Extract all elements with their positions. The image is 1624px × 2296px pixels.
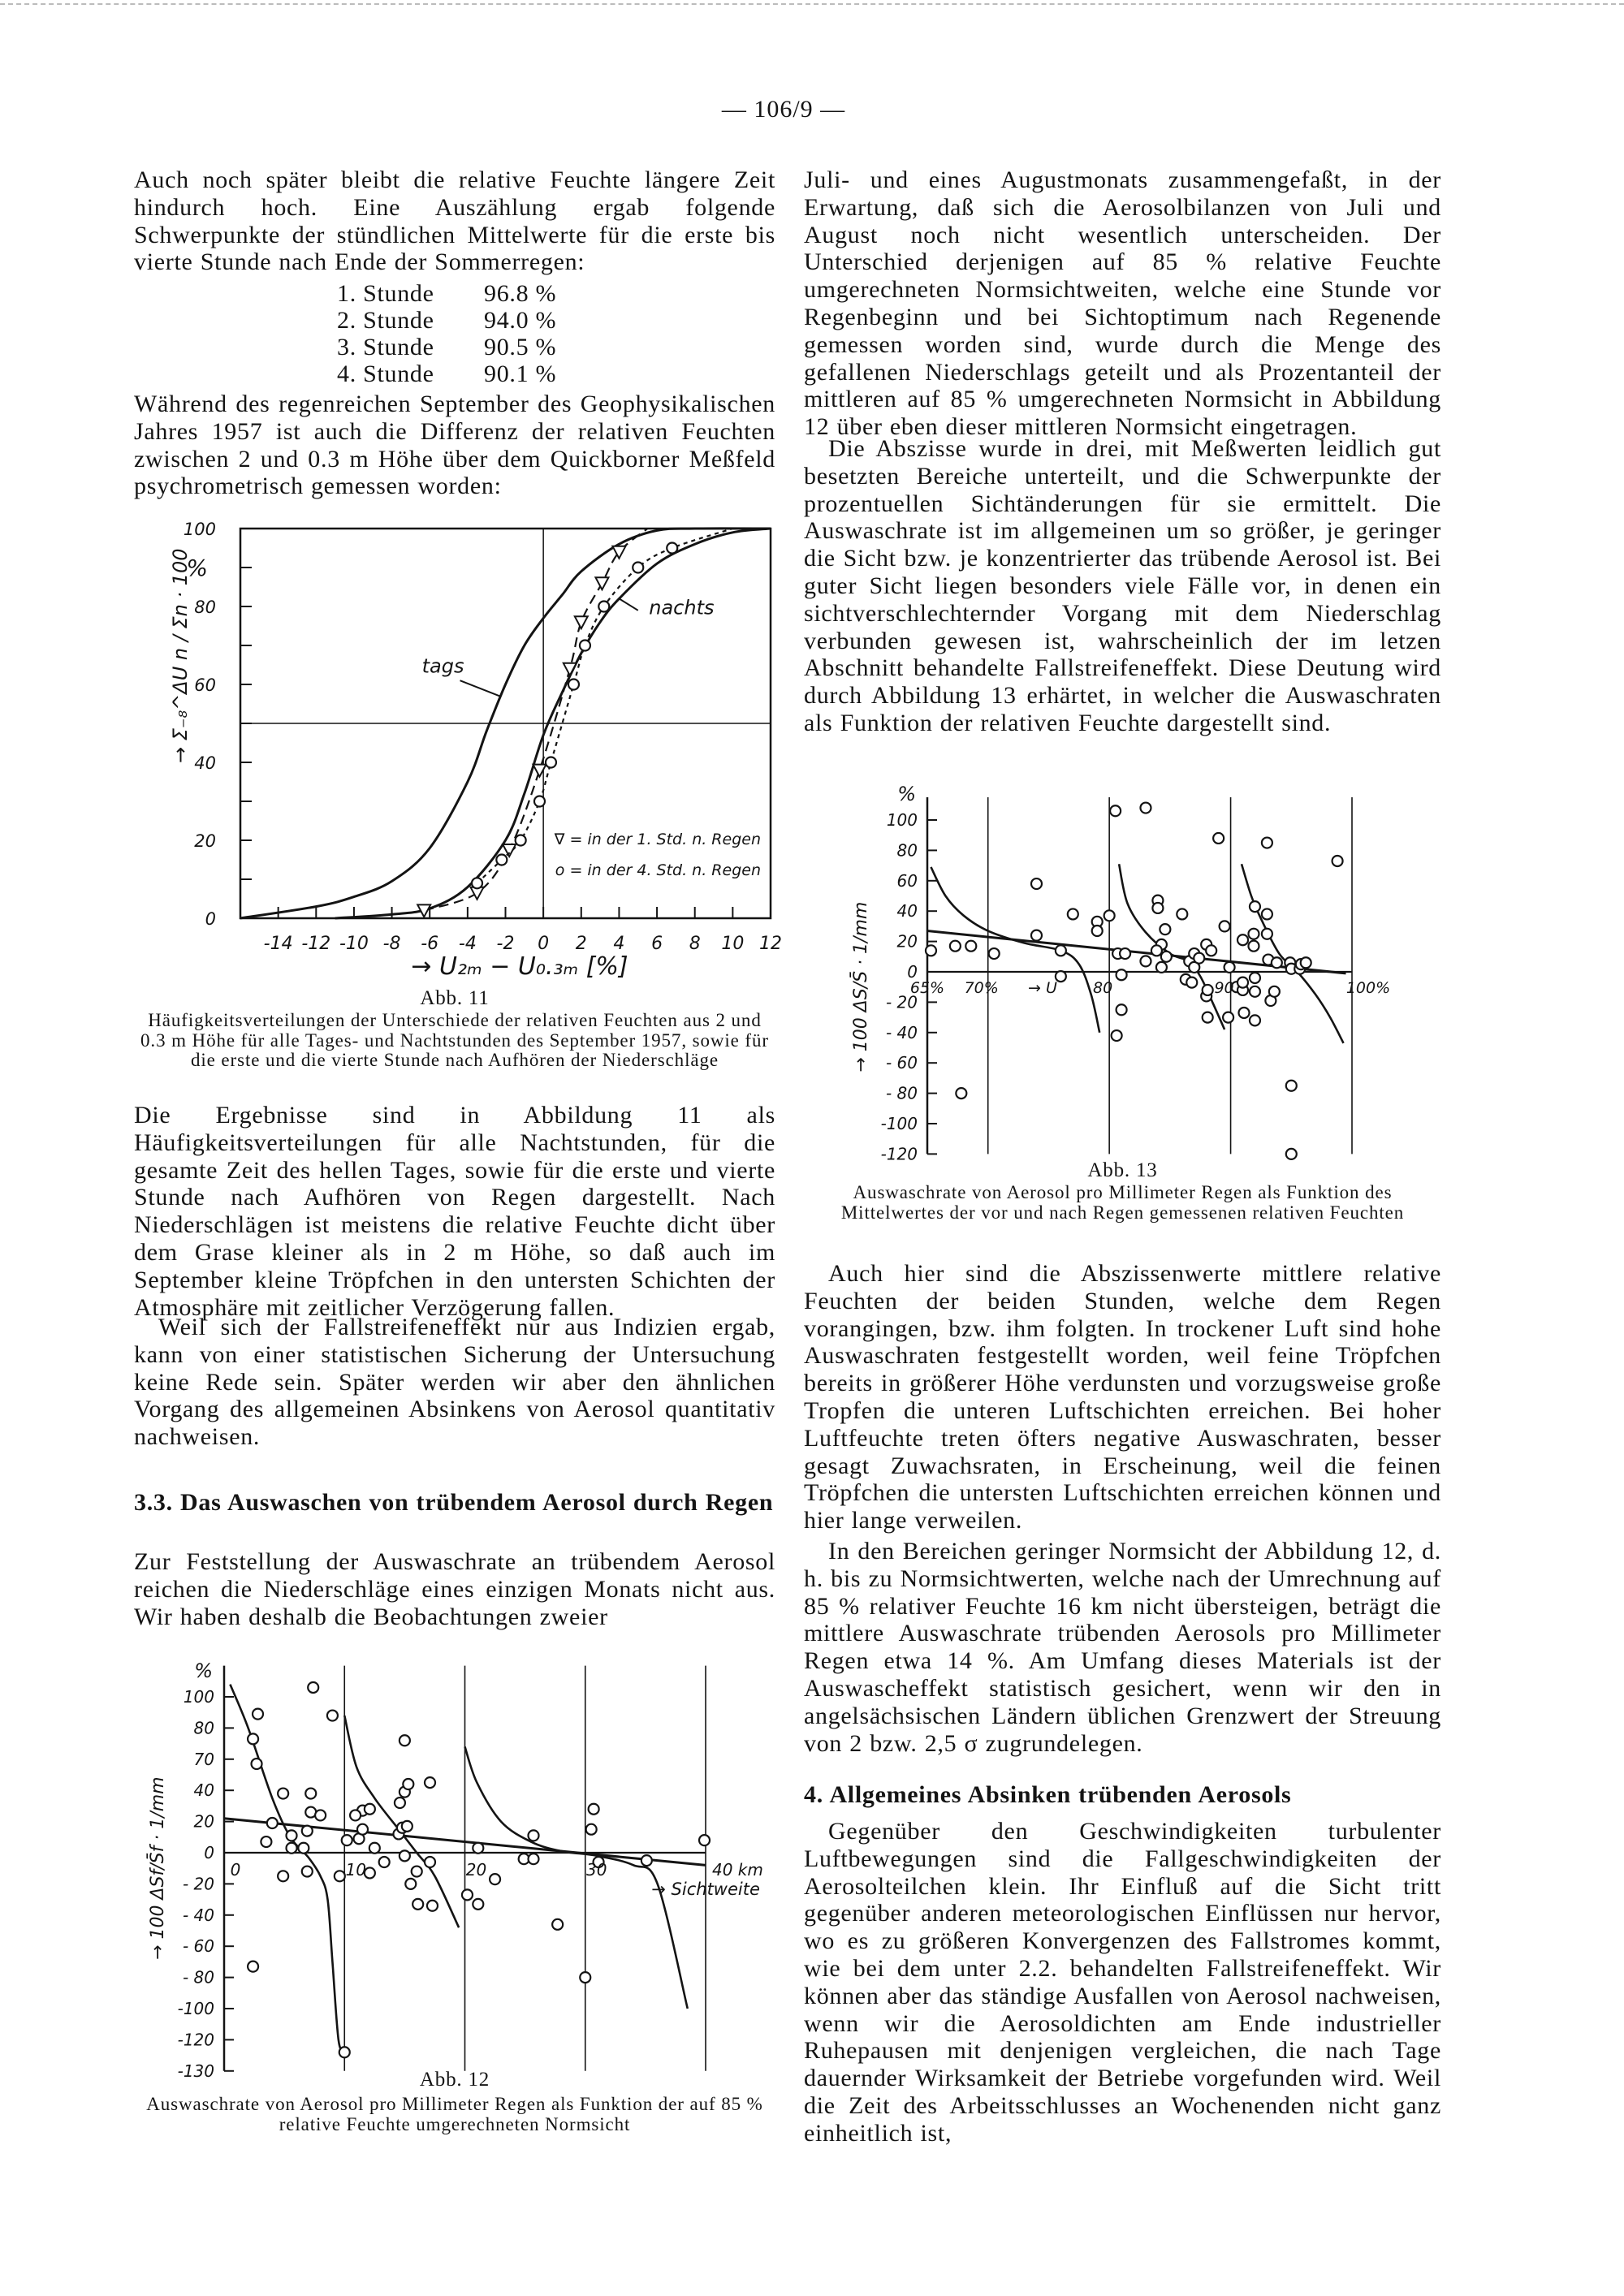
fig13-data-point: [1286, 1149, 1297, 1159]
fig13-data-point: [1237, 934, 1248, 945]
paragraph-july-august: Juli- und eines Augustmonats zusammengefaßt, in der Erwartung, daß sich die Aerosolbilanzen von Juli und August noch nicht wesentlich unterscheiden. Der Unterschied derjenigen auf 85 % relative Feuchte umgerechneten Normsichtweiten, welche eine Stunde vor Regenbeginn und bei Sichtoptimum nach Regenende gemessen worden sind, wurde durch die Menge des gefallenen Niederschlags geteilt und als Prozentanteil der mittleren auf 85 % umgerechneten Normsicht in Abbildung 12 über eben dieser mittleren Normsicht eingetragen.: [804, 166, 1441, 441]
fig13-data-point: [1177, 908, 1187, 919]
fig13-data-point: [1239, 1008, 1250, 1018]
fig13-data-point: [1160, 924, 1170, 934]
fig13-data-point: [989, 948, 1000, 959]
hour-value: 90.5 %: [484, 334, 557, 360]
figure-12-label: Abb. 12: [419, 2069, 490, 2091]
fig13-data-point: [1092, 926, 1103, 936]
fig13-data-point: [1161, 952, 1172, 962]
fig11-arrow-tags: [460, 680, 500, 696]
fig12-data-point: [327, 1711, 338, 1721]
fig12-x-axis-label: → Sichtweite: [651, 1880, 760, 1899]
fig12-y-tick-label: 20: [193, 1811, 214, 1832]
fig12-data-point: [402, 1821, 412, 1832]
fig13-y-tick-label: -100: [880, 1114, 918, 1133]
fig11-x-tick-label: -2: [496, 934, 515, 954]
fig13-y-tick-label: 80: [896, 840, 918, 861]
fig13-data-point: [950, 941, 961, 952]
fig13-data-point: [1068, 908, 1078, 919]
fig12-y-tick-label: 0: [204, 1843, 214, 1862]
fig11-data-point: [633, 563, 643, 573]
fig13-data-point: [1110, 805, 1121, 816]
fig11-y-tick-label: 60: [194, 675, 216, 695]
fig11-legend-circle: o = in der 4. Std. n. Regen: [555, 861, 761, 880]
paragraph-results: Die Ergebnisse sind in Abbildung 11 als Häufigkeitsverteilungen für alle Nachtstunden, für die gesamte Zeit des hellen Tages, sowie für die erste und vierte Stunde nach Aufhören von Regen dargestellt. Nach Niederschlägen ist meistens die relative Feuchte dicht über dem Grase kleiner als in 2 m Höhe, so daß auch im September kleine Tröpfchen in den untersten Schichten der Atmosphäre mit zeitlicher Verzögerung fallen.: [134, 1102, 775, 1321]
hour-label: 2. Stunde: [337, 307, 434, 334]
fig13-data-point: [1140, 803, 1151, 814]
fig11-x-tick-label: 12: [759, 934, 782, 954]
fig12-data-point: [400, 1850, 410, 1861]
section-heading-4: 4. Allgemeines Absinken trübenden Aerosols: [804, 1781, 1292, 1808]
fig12-x-tick-label: 0: [230, 1860, 241, 1880]
fig12-data-point: [287, 1843, 297, 1854]
fig11-x-tick-label: 8: [689, 934, 701, 954]
fig13-data-point: [1262, 838, 1272, 848]
fig12-y-tick-label: 70: [193, 1749, 214, 1769]
fig11-x-tick-label: 2: [575, 934, 587, 954]
fig13-y-tick-label: 100: [886, 810, 918, 830]
fig12-data-point: [350, 1810, 361, 1820]
fig12-data-point: [365, 1804, 375, 1815]
fig12-data-point: [427, 1901, 438, 1911]
fig13-data-point: [1140, 956, 1151, 966]
fig12-data-point: [287, 1830, 297, 1841]
paragraph-fallstreifen: Weil sich der Fallstreifeneffekt nur aus Indizien ergab, kann von einer statistischen Sicherung der Untersuchung keine Rede sein. Später werden wir aber den ähnlichen Vorgang des allgemeinen Absinkens von Aerosol quantitativ nachweisen.: [134, 1314, 775, 1451]
fig13-data-point: [1116, 969, 1127, 980]
fig12-data-point: [473, 1843, 483, 1854]
fig12-data-point: [529, 1830, 539, 1841]
fig12-x-tick-label: 40 km: [712, 1860, 763, 1880]
fig12-data-point: [302, 1867, 313, 1877]
hour-label: 1. Stunde: [337, 280, 434, 307]
fig12-y-tick-label: 100: [183, 1687, 214, 1707]
fig11-x-tick-label: 0: [538, 934, 550, 954]
hour-label: 4. Stunde: [337, 360, 434, 387]
fig13-data-point: [1156, 962, 1167, 973]
fig13-data-point: [1250, 901, 1260, 912]
fig13-data-point: [1152, 903, 1163, 913]
fig12-data-point: [403, 1779, 413, 1789]
fig12-data-point: [529, 1854, 539, 1864]
fig12-y-tick-label: - 80: [182, 1967, 214, 1987]
fig13-x-tick-label: 70%: [964, 979, 999, 997]
fig13-data-point: [1223, 1012, 1233, 1023]
fig12-data-point: [379, 1857, 390, 1867]
fig13-data-point: [926, 945, 936, 956]
fig13-data-point: [1224, 962, 1235, 973]
hour-value: 96.8 %: [484, 280, 557, 307]
fig11-data-point: [516, 835, 526, 846]
fig12-data-point: [552, 1919, 563, 1930]
fig11-x-tick-label: -4: [458, 934, 477, 954]
fig12-data-point: [586, 1824, 597, 1835]
fig13-data-point: [1250, 986, 1260, 997]
fig11-data-point: [598, 602, 609, 612]
section-heading-3-3: 3.3. Das Auswaschen von trübendem Aerosol durch Regen: [134, 1489, 774, 1516]
fig12-data-point: [302, 1826, 313, 1836]
hour-value: 94.0 %: [484, 307, 557, 334]
figure-13-label: Abb. 13: [1087, 1159, 1158, 1181]
fig13-data-point: [1151, 945, 1162, 956]
fig11-y-tick-label: 100: [183, 520, 216, 539]
fig11-x-tick-label: -6: [421, 934, 439, 954]
fig11-y-axis-label: → Σ₋₈^ΔU n / Σn · 100: [169, 548, 192, 763]
fig11-data-point: [595, 577, 608, 589]
fig11-x-axis-label: → U₂ₘ − U₀.₃ₘ [%]: [411, 952, 628, 981]
fig13-data-point: [1250, 973, 1260, 983]
fig12-data-point: [405, 1879, 416, 1889]
fig11-legend-triangle: ∇ = in der 1. Std. n. Regen: [554, 830, 761, 848]
fig11-y-tick-label: 0: [205, 909, 216, 929]
fig13-data-point: [1120, 948, 1130, 959]
fig12-data-point: [267, 1818, 278, 1828]
paragraph-absinken: Gegenüber den Geschwindigkeiten turbulenter Luftbewegungen sind die Fallgeschwindigkeiten der Aerosolteilchen klein. Ihr Einfluß auf die Sicht tritt gegenüber anderen meteorologischen Einflüssen nur hervor, wo es zu größeren Konvergenzen des Fallstromes kommt, wie bei dem unter 2.2. behandelten Fallstreifeneffekt. Wir können aber das ständige Ausfallen von Aerosol nachweisen, wenn wir die Aerosoldichten am Ende industrieller Ruhepausen mit denjenigen vergleichen, die nach Tage dauernder Wirksamkeit der Betriebe vorgefunden wird. Weil die Zeit des Arbeitsschlusses an Wochenenden nicht ganz einheitlich ist,: [804, 1818, 1441, 2147]
fig12-y-axis-label: → 100 ΔSf/S̄f · 1/mm: [148, 1776, 168, 1960]
fig11-annotation-nachts: nachts: [649, 596, 715, 619]
fig12-x-tick-label: 20: [465, 1860, 487, 1880]
fig11-x-tick-label: -14: [263, 934, 293, 954]
hour-label: 3. Stunde: [337, 334, 434, 360]
fig12-data-point: [342, 1835, 352, 1845]
fig13-x-tick-label: 80: [1093, 979, 1113, 997]
fig12-y-tick-label: -100: [177, 1999, 214, 2018]
fig13-data-point: [1250, 1015, 1260, 1025]
page-number: — 106/9 —: [721, 96, 846, 123]
fig12-x-tick-label: 10: [345, 1860, 366, 1880]
fig11-x-tick-label: -12: [301, 934, 331, 954]
figure-12-caption: Auswaschrate von Aerosol pro Millimeter Regen als Funktion der auf 85 % relative Feuchte umgerechneten Normsicht: [146, 2094, 763, 2134]
figure-11-caption: Häufigkeitsverteilungen der Unterschiede der relativen Feuchten aus 2 und 0.3 m Höhe für alle Tages- und Nachtstunden des September 1957, sowie für die erste und die vierte Stunde nach Aufhören der Niederschläge: [140, 1010, 769, 1070]
fig13-data-point: [1206, 945, 1216, 956]
fig12-data-point: [425, 1857, 435, 1867]
fig11-data-point: [568, 680, 579, 690]
fig12-data-point: [400, 1735, 410, 1746]
fig11-data-point: [580, 641, 590, 651]
fig12-data-point: [248, 1962, 258, 1972]
fig13-x-tick-label: 100%: [1345, 979, 1391, 997]
fig13-data-point: [1286, 1081, 1297, 1091]
fig12-data-point: [305, 1789, 316, 1799]
fig12-data-point: [580, 1972, 590, 1983]
fig13-data-point: [1104, 910, 1115, 921]
fig13-data-point: [1272, 957, 1282, 968]
fig11-data-point: [533, 765, 546, 777]
fig12-data-point: [462, 1889, 473, 1900]
fig13-x-tick-label: 90: [1214, 979, 1234, 997]
fig12-data-point: [490, 1874, 500, 1884]
fig13-y-tick-label: - 60: [885, 1053, 918, 1073]
fig13-y-axis-label: → 100 ΔS/S̄ · 1/mm: [851, 901, 871, 1072]
fig11-data-point: [612, 546, 625, 559]
fig13-data-point: [1262, 929, 1272, 939]
fig11-data-point: [667, 543, 677, 554]
fig13-y-tick-label: - 40: [885, 1022, 918, 1042]
fig12-y-tick-label: - 60: [182, 1936, 214, 1957]
fig12-y-tick-label: -120: [177, 2030, 214, 2050]
fig12-data-point: [369, 1843, 380, 1854]
fig13-y-tick-label: 20: [896, 931, 918, 952]
fig11-x-tick-label: -10: [339, 934, 369, 954]
fig11-data-point: [575, 616, 588, 628]
fig13-data-point: [1203, 1012, 1213, 1023]
fig13-y-tick-label: 60: [896, 870, 918, 891]
paragraph-relative-humidity: Auch noch später bleibt die relative Feuchte längere Zeit hindurch hoch. Eine Auszählung ergab folgende Schwerpunkte der stündlichen Mittelwerte für die erste bis vierte Stunde nach Ende der Sommerregen:: [134, 166, 775, 276]
fig12-data-point: [699, 1835, 710, 1845]
fig12-data-point: [298, 1843, 309, 1854]
fig11-y-tick-label: 40: [194, 753, 216, 773]
fig12-data-point: [412, 1899, 423, 1910]
fig13-data-point: [1186, 978, 1197, 988]
fig12-data-point: [248, 1733, 258, 1744]
fig13-data-point: [1248, 941, 1259, 952]
fig13-y-tick-label: -120: [880, 1144, 918, 1164]
fig13-data-point: [1116, 1004, 1127, 1015]
fig12-data-point: [315, 1810, 326, 1820]
fig12-y-tick-label: 40: [193, 1780, 214, 1801]
fig12-data-point: [589, 1804, 599, 1815]
fig13-data-point: [1262, 908, 1272, 919]
fig13-data-point: [1237, 978, 1248, 988]
fig13-data-point: [965, 941, 976, 952]
fig12-data-point: [425, 1777, 435, 1788]
fig12-data-point: [473, 1899, 483, 1910]
fig12-y-unit: %: [194, 1659, 213, 1682]
fig13-y-tick-label: 40: [896, 901, 918, 921]
fig12-data-point: [308, 1682, 318, 1693]
figure-11-label: Abb. 11: [420, 987, 490, 1009]
fig11-annotation-tags: tags: [421, 654, 464, 678]
fig13-data-point: [1203, 985, 1213, 995]
fig11-data-point: [472, 878, 482, 888]
fig11-data-point: [496, 855, 507, 865]
fig11-data-point: [534, 796, 545, 807]
fig13-x-axis-label: → U: [1028, 979, 1057, 997]
fig11-y-tick-label: 80: [194, 598, 216, 617]
fig11-x-tick-label: 4: [613, 934, 625, 954]
fig12-y-tick-label: - 20: [182, 1874, 214, 1894]
fig12-data-point: [335, 1871, 345, 1881]
fig11-x-tick-label: 6: [651, 934, 663, 954]
paragraph-normsicht: In den Bereichen geringer Normsicht der Abbildung 12, d. h. bis zu Normsichtwerten, welche nach der Umrechnung auf 85 % relativer Feuchte 16 km nicht übersteigen, beträgt die mittlere Auswaschrate trübenden Aerosols pro Millimeter Regen etwa 14 %. Am Umfang dieses Materials ist der Auswascheffekt statistisch gesichert, wenn wir den in angelsächsischen Ländern üblichen Grenzwert der Streuung von 2 bzw. 2,5 σ zugrundelegen.: [804, 1538, 1441, 1757]
fig13-data-point: [1031, 878, 1042, 889]
fig13-data-point: [956, 1088, 966, 1098]
fig13-data-point: [1056, 945, 1066, 956]
fig13-data-point: [1031, 930, 1042, 941]
fig11-y-tick-label: 20: [194, 831, 216, 851]
fig12-data-point: [278, 1789, 288, 1799]
fig12-data-point: [357, 1824, 368, 1835]
fig11-series-in-der-1-std-n-regen: [421, 529, 647, 910]
fig13-data-point: [1248, 929, 1259, 939]
fig13-data-point: [1213, 833, 1224, 844]
fig12-data-point: [641, 1855, 652, 1866]
fig12-y-tick-label: - 40: [182, 1905, 214, 1925]
paragraph-auswaschrate: Zur Feststellung der Auswaschrate an trübendem Aerosol reichen die Niederschläge eines einzigen Monats nicht aus. Wir haben deshalb die Beobachtungen zweier: [134, 1548, 775, 1630]
fig13-data-point: [1332, 856, 1343, 866]
fig13-y-tick-label: - 20: [885, 992, 918, 1012]
fig12-x-tick-label: 30: [586, 1860, 607, 1880]
paragraph-abszisse: Die Abszisse wurde in drei, mit Meßwerten leidlich gut besetzten Bereiche unterteilt, und die Schwerpunkte der prozentuellen Sichtänderungen für sie ermittelt. Die Auswaschrate ist im allgemeinen um so größer, je geringer die Sicht bzw. je konzentrierter das trübende Aerosol ist. Bei guter Sicht liegen besonders viele Fälle vor, in denen ein sichtverschlechternder Vorgang mit dem Niederschlag verbunden gewesen ist, wahrscheinlich der im letzen Abschnitt behandelte Fallstreifeneffekt. Diese Deutung wird durch Abbildung 13 erhärtet, in welcher die Auswaschraten als Funktion der relativen Feuchte dargestellt sind.: [804, 435, 1441, 736]
fig13-data-point: [1301, 957, 1311, 968]
fig12-class-curve: [344, 1716, 459, 1927]
fig11-y-unit: %: [186, 555, 208, 581]
fig11-arrow-nachts: [619, 598, 637, 610]
figure-13-caption: Auswaschrate von Aerosol pro Millimeter Regen als Funktion des Mittelwertes der vor und nach Regen gemessenen relativen Feuchten: [840, 1182, 1405, 1223]
fig12-data-point: [253, 1709, 263, 1720]
fig11-x-tick-label: 10: [721, 934, 745, 954]
paragraph-september-1957: Während des regenreichen September des Geophysikalischen Jahres 1957 ist auch die Differenz der relativen Feuchten zwischen 2 und 0.3 m Höhe über dem Quickborner Meßfeld psychrometrisch gemessen worden:: [134, 391, 775, 500]
fig12-data-point: [278, 1871, 288, 1881]
fig11-x-tick-label: -8: [382, 934, 401, 954]
fig13-data-point: [1269, 986, 1280, 997]
fig12-y-tick-label: -130: [177, 2061, 214, 2081]
fig13-data-point: [1112, 1030, 1122, 1041]
fig11-data-point: [546, 757, 556, 768]
fig12-data-point: [261, 1836, 271, 1847]
fig12-data-point: [412, 1867, 422, 1877]
hour-value: 90.1 %: [484, 360, 557, 387]
fig12-data-point: [395, 1798, 405, 1808]
fig13-y-tick-label: 0: [907, 962, 918, 982]
fig12-data-point: [252, 1759, 262, 1769]
fig13-data-point: [1194, 953, 1204, 964]
paragraph-abszissenwerte: Auch hier sind die Abszissenwerte mittlere relative Feuchten der beiden Stunden, welche dem Regen vorangingen, bzw. ihm folgten. In trockener Luft sind hohe Auswaschraten festgestellt worden, weil feine Tröpfchen bereits in größerer Höhe verdunsten und vorzugsweise große Tropfen die unteren Luftschichten erreichen. Bei hoher Luftfeuchte treten öfters negative Auswaschraten, besser gesagt Zuwachsraten, in Erscheinung, weil die feinen Tröpfchen die untersten Luftschichten erreichen können und hier lange verweilen.: [804, 1260, 1441, 1534]
fig13-data-point: [1220, 921, 1230, 931]
fig13-x-tick-label: 65%: [909, 979, 945, 997]
fig12-y-tick-label: 80: [193, 1718, 214, 1738]
fig13-y-tick-label: - 80: [885, 1083, 918, 1103]
fig13-y-unit: %: [897, 783, 916, 805]
fig12-data-point: [339, 2047, 350, 2057]
